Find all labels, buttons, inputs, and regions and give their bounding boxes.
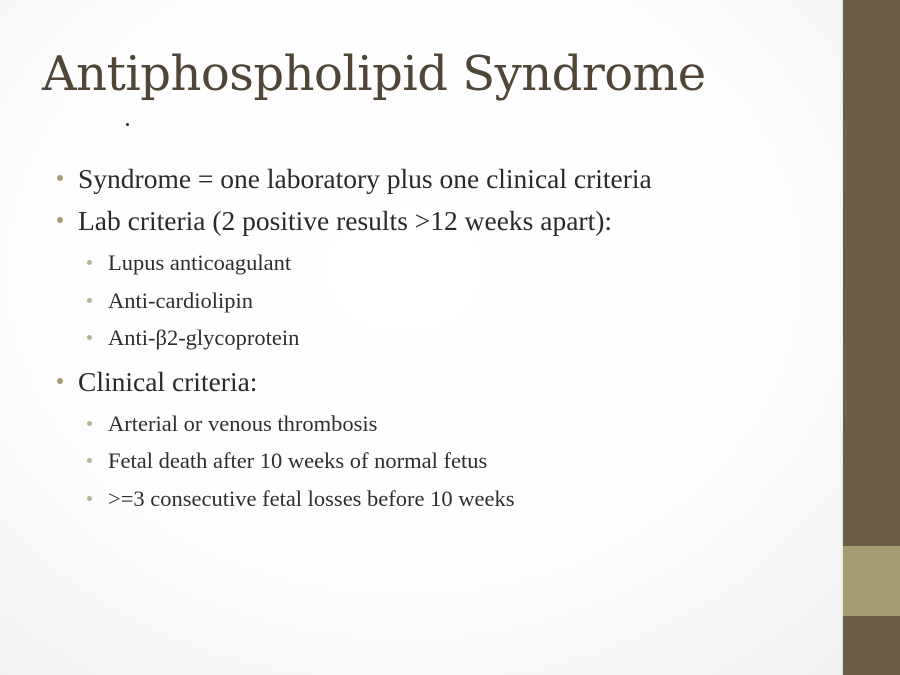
bullet-text: Clinical criteria: (78, 365, 258, 397)
bullet-dot-icon (57, 175, 63, 181)
sub-bullet-dot-icon (87, 298, 92, 303)
sub-bullet-item (55, 480, 835, 518)
sub-bullet-list (55, 242, 835, 361)
sub-bullet-item (55, 282, 835, 320)
sub-bullet-item (55, 442, 835, 480)
bullet-item (55, 200, 835, 242)
bullet-dot-icon (57, 217, 63, 223)
sub-bullet-text: Fetal death after 10 weeks of normal fetus (108, 448, 488, 473)
sub-bullet-item (55, 405, 835, 443)
sub-bullet-text: Anti-cardiolipin (108, 287, 253, 313)
sub-bullet-dot-icon (87, 496, 92, 501)
bullet-text: Syndrome = one laboratory plus one clinical criteria (78, 163, 652, 194)
bullet-text: Lab criteria (2 positive results >12 weeks apart): (78, 205, 613, 236)
stray-dot (126, 123, 129, 126)
bullet-list (55, 158, 835, 521)
sub-bullet-text: Lupus anticoagulant (108, 250, 292, 275)
sub-bullet-dot-icon (87, 260, 92, 265)
sub-bullet-text: >=3 consecutive fetal losses before 10 weeks (108, 485, 515, 511)
sidebar-accent-block (843, 546, 900, 616)
sub-bullet-text: Arterial or venous thrombosis (108, 410, 378, 436)
sub-bullet-dot-icon (87, 458, 92, 463)
sub-bullet-dot-icon (87, 335, 92, 340)
sub-bullet-item (55, 244, 835, 282)
bullet-item (55, 158, 835, 200)
bullet-item (55, 361, 835, 403)
sub-bullet-dot-icon (87, 421, 92, 426)
sub-bullet-list (55, 403, 835, 522)
slide-title: Antiphospholipid Syndrome (42, 46, 706, 102)
bullet-dot-icon (57, 378, 63, 384)
sub-bullet-text: Anti-β2-glycoprotein (108, 325, 300, 350)
sub-bullet-item (55, 319, 835, 357)
